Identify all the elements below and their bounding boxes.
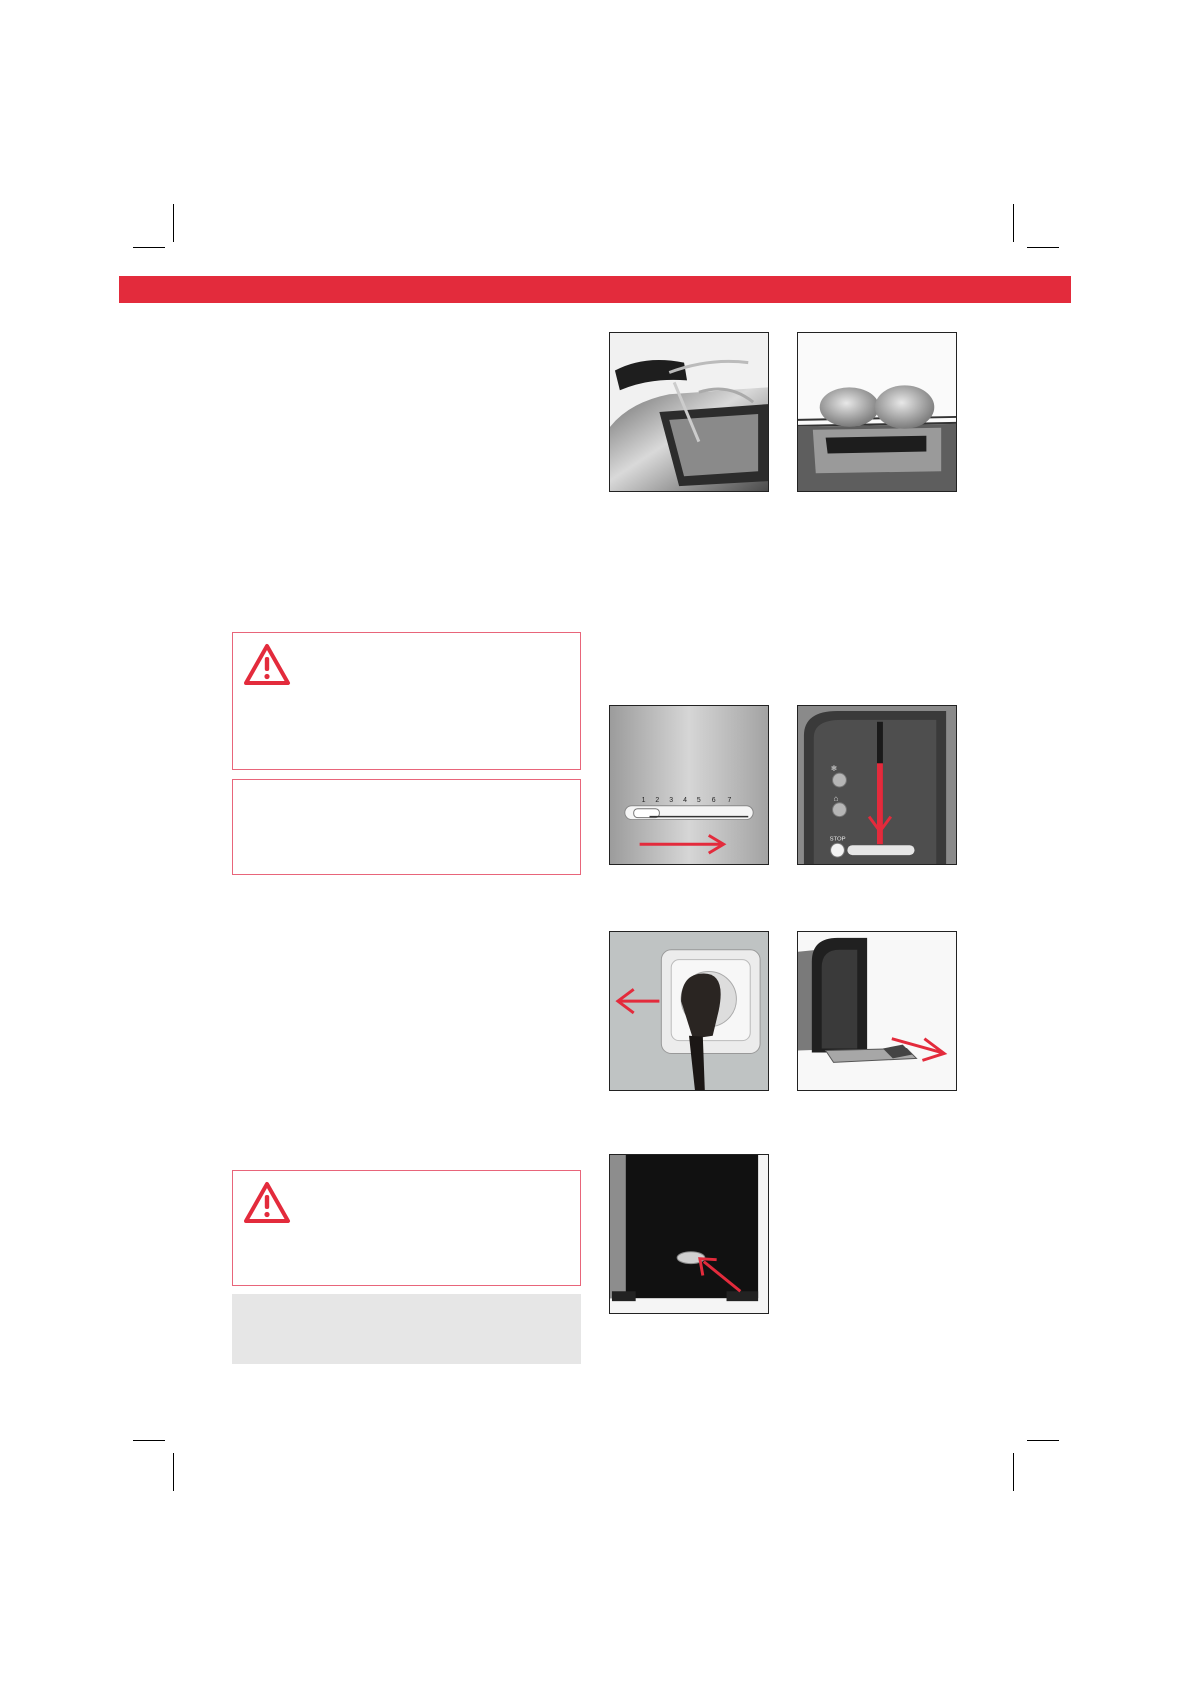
warning-box-1 [232, 632, 581, 770]
crop-mark [1013, 1453, 1014, 1491]
photo-control-buttons [797, 705, 957, 865]
defrost-icon: ❄ [830, 764, 838, 774]
note-box-1 [232, 779, 581, 875]
photo-cord-storage [609, 1154, 769, 1314]
crop-mark [1013, 204, 1014, 242]
crop-mark [133, 247, 165, 248]
slider-number: 1 [641, 796, 646, 804]
crop-mark [1027, 1440, 1059, 1441]
stop-button [831, 843, 845, 857]
crop-mark [1027, 247, 1059, 248]
warning-box-2 [232, 1170, 581, 1286]
slider-number: 7 [727, 796, 732, 804]
photo-buns-on-rack [797, 332, 957, 492]
warning-triangle-icon [243, 1181, 291, 1224]
warning-triangle-icon [243, 643, 291, 686]
slider-number: 6 [711, 796, 716, 804]
slider-number: 4 [683, 796, 687, 804]
info-box-grey [232, 1294, 581, 1364]
photo-crumb-tray [797, 931, 957, 1091]
crop-mark [173, 204, 174, 242]
slider-number: 2 [655, 796, 660, 804]
stop-label: STOP [829, 836, 846, 843]
header-band [119, 276, 1071, 303]
slider-number: 5 [696, 796, 701, 804]
slider-number: 3 [669, 796, 674, 804]
photo-browning-slider [609, 705, 769, 865]
crop-mark [133, 1440, 165, 1441]
photo-unplug [609, 931, 769, 1091]
crop-mark [173, 1453, 174, 1491]
photo-bun-warmer-lever [609, 332, 769, 492]
reheat-icon: ⌂ [833, 793, 839, 803]
